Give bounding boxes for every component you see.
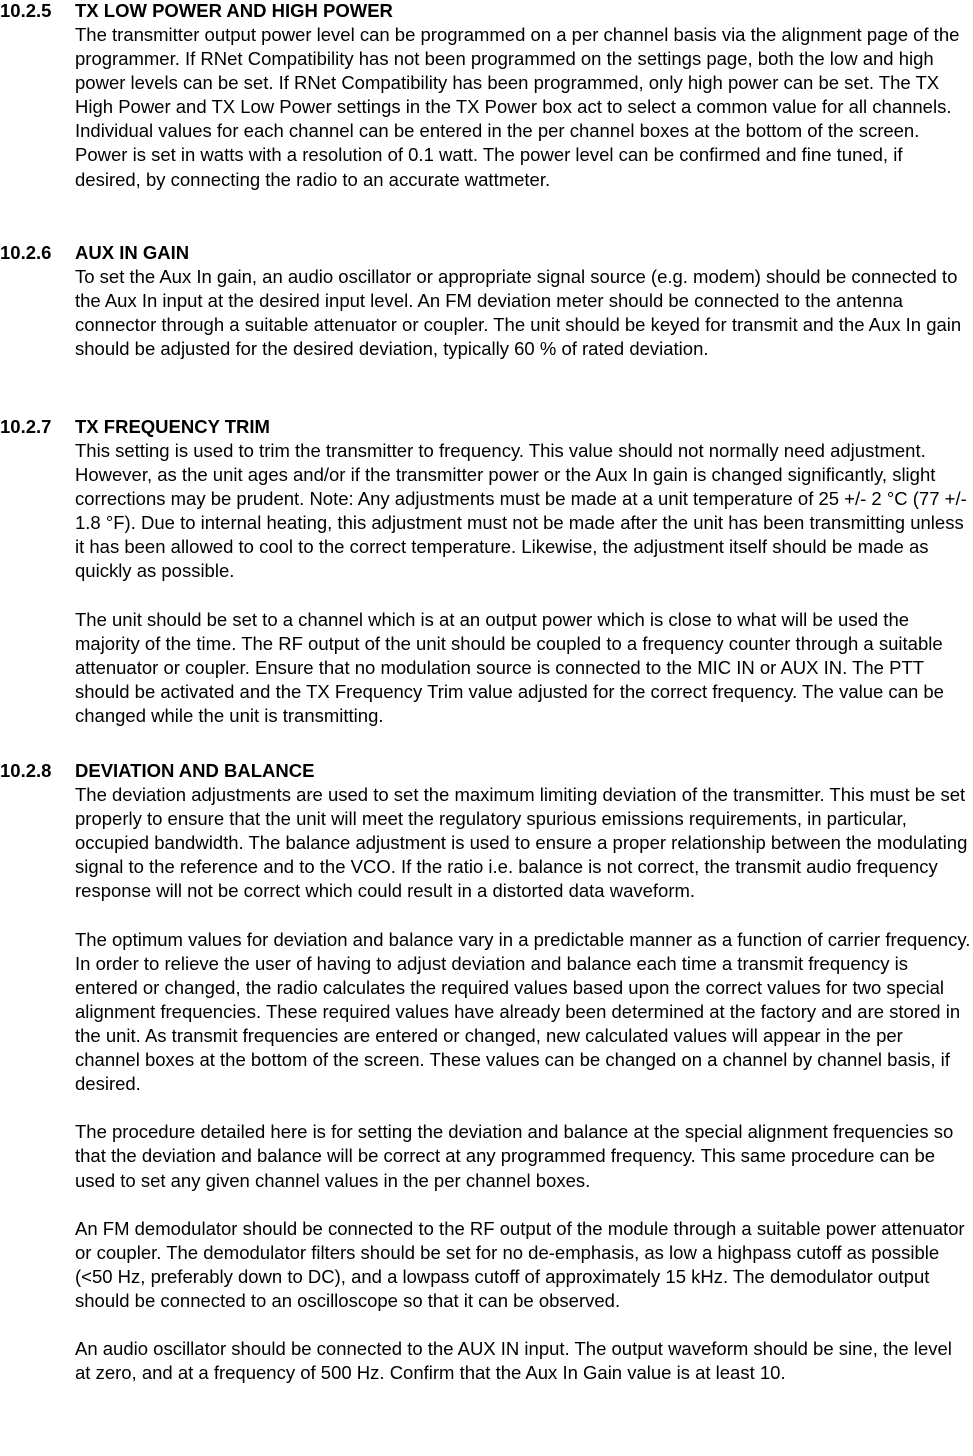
- section-deviation-and-balance: [0, 759, 971, 1385]
- section-tx-low-high-power: [0, 0, 971, 192]
- paragraph: The transmitter output power level can be programmed on a per channel basis via the alignment page of the programmer. If RNet Compatibility has not been programmed on the settings page, both the low and high power levels can be set. If RNet Compatibility has been programmed, only high power can be set. The TX High Power and TX Low Power settings in the TX Power box act to select a common value for all channels. Individual values for each channel can be entered in the per channel boxes at the bottom of the screen. Power is set in watts with a resolution of 0.1 watt. The power level can be confirmed and fine tuned, if desired, by connecting the radio to an accurate wattmeter.: [75, 24, 960, 190]
- section-number: 10.2.8: [0, 760, 52, 781]
- paragraph: The optimum values for deviation and balance vary in a predictable manner as a function of carrier frequency. In order to relieve the user of having to adjust deviation and balance each time a transmit frequency is entered or changed, the radio calculates the required values based upon the correct values for two special alignment frequencies. These required values have already been determined at the factory and are stored in the unit. As transmit frequencies are entered or changed, new calculated values will appear in the per channel boxes at the bottom of the screen. These values can be changed on a channel by channel basis, if desired.: [75, 928, 971, 1095]
- section-title: AUX IN GAIN: [75, 242, 190, 263]
- section-title: TX FREQUENCY TRIM: [75, 416, 270, 437]
- section-heading: [0, 759, 971, 783]
- section-number: 10.2.7: [0, 416, 52, 437]
- section-heading: [0, 241, 971, 265]
- section-heading: [0, 0, 971, 23]
- paragraph: This setting is used to trim the transmitter to frequency. This value should not normally need adjustment. However, as the unit ages and/or if the transmitter power or the Aux In gain is changed significantly, slight corrections may be prudent. Note: Any adjustments must be made at a unit temperature of 25 +/- 2 °C (77 +/- 1.8 °F). Due to internal heating, this adjustment must not be made after the unit has been transmitting unless it has been allowed to cool to the correct temperature. Likewise, the adjustment itself should be made as quickly as possible.: [75, 440, 967, 582]
- paragraph: The deviation adjustments are used to set the maximum limiting deviation of the transmitter. This must be set properly to ensure that the unit will meet the regulatory spurious emissions requirements, in particular, occupied bandwidth. The balance adjustment is used to ensure a proper relationship between the modulating signal to the reference and to the VCO. If the ratio i.e. balance is not correct, the transmit audio frequency response will not be correct which could result in a distorted data waveform.: [75, 784, 968, 902]
- section-tx-frequency-trim: [0, 415, 971, 728]
- section-number: 10.2.5: [0, 0, 52, 21]
- section-number: 10.2.6: [0, 242, 52, 263]
- section-heading: [0, 415, 971, 439]
- paragraph: An audio oscillator should be connected to the AUX IN input. The output waveform should be sine, the level at zero, and at a frequency of 500 Hz. Confirm that the Aux In Gain value is at least 10.: [75, 1338, 952, 1384]
- paragraph: An FM demodulator should be connected to the RF output of the module through a suitable power attenuator or coupler. The demodulator filters should be set for no de-emphasis, as low a highpass cutoff as possible (<50 Hz, preferably down to DC), and a lowpass cutoff of approximately 15 kHz. The demodulator output should be connected to an oscilloscope so that it can be observed.: [75, 1217, 965, 1311]
- section-title: TX LOW POWER AND HIGH POWER: [75, 0, 393, 21]
- paragraph: To set the Aux In gain, an audio oscillator or appropriate signal source (e.g. modem) should be connected to the Aux In input at the desired input level. An FM deviation meter should be connected to the antenna connector through a suitable attenuator or coupler. The unit should be keyed for transmit and the Aux In gain should be adjusted for the desired deviation, typically 60 % of rated deviation.: [75, 266, 962, 360]
- paragraph: The unit should be set to a channel which is at an output power which is close to what will be used the majority of the time. The RF output of the unit should be coupled to a frequency counter through a suitable attenuator or coupler. Ensure that no modulation source is connected to the MIC IN or AUX IN. The PTT should be activated and the TX Frequency Trim value adjusted for the correct frequency. The value can be changed while the unit is transmitting.: [75, 608, 944, 727]
- paragraph: The procedure detailed here is for setting the deviation and balance at the special alignment frequencies so that the deviation and balance will be correct at any programmed frequency. This same procedure can be used to set any given channel values in the per channel boxes.: [75, 1121, 954, 1191]
- section-aux-in-gain: [0, 241, 971, 361]
- section-title: DEVIATION AND BALANCE: [75, 760, 315, 781]
